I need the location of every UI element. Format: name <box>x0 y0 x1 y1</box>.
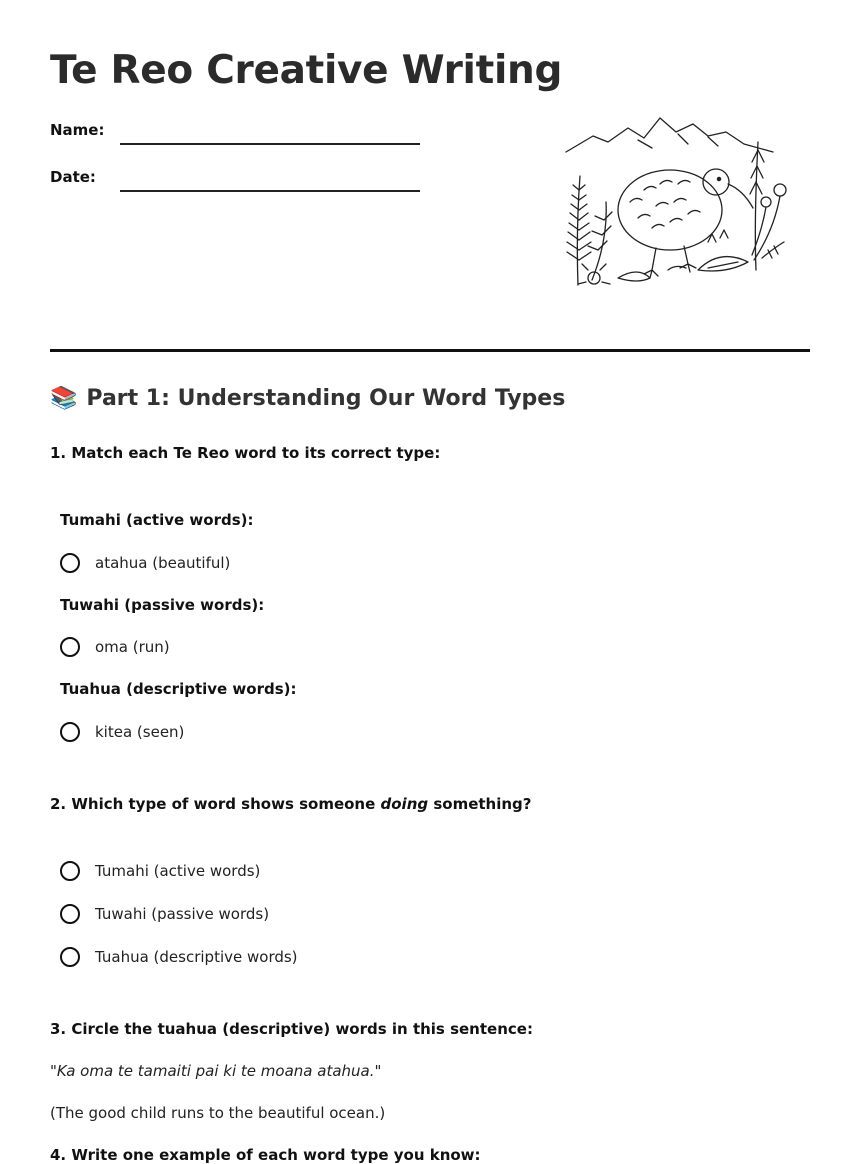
q3-sentence: "Ka oma te tamaiti pai ki te moana atahua." <box>50 1062 382 1080</box>
date-field[interactable] <box>120 190 420 192</box>
question-2 <box>50 795 532 813</box>
option-label: oma (run) <box>95 638 170 656</box>
q2-text-end: something? <box>428 795 532 813</box>
q1-option[interactable] <box>60 637 170 657</box>
option-label: kitea (seen) <box>95 723 185 741</box>
kiwi-bird-illustration <box>548 110 793 295</box>
radio-button[interactable] <box>60 722 80 742</box>
q2-option[interactable] <box>60 861 260 881</box>
option-label: Tumahi (active words) <box>95 862 261 880</box>
q2-option[interactable] <box>60 904 269 924</box>
date-label: Date: <box>50 168 96 186</box>
q2-option[interactable] <box>60 947 298 967</box>
name-field[interactable] <box>120 143 420 145</box>
q1-option[interactable] <box>60 553 230 573</box>
option-label: Tuahua (descriptive words) <box>95 948 298 966</box>
question-4: 4. Write one example of each word type you know: <box>50 1146 481 1164</box>
q2-emphasis: doing <box>380 795 429 813</box>
q1-option[interactable] <box>60 722 184 742</box>
question-1: 1. Match each Te Reo word to its correct type: <box>50 444 441 462</box>
option-label: Tuwahi (passive words) <box>95 905 270 923</box>
q2-text-start: 2. Which type of word shows someone <box>50 795 381 813</box>
radio-button[interactable] <box>60 904 80 924</box>
q1-group-label: Tumahi (active words): <box>60 511 254 529</box>
part1-title <box>50 386 565 411</box>
section-divider <box>50 349 810 352</box>
radio-button[interactable] <box>60 947 80 967</box>
q1-group-label: Tuwahi (passive words): <box>60 596 265 614</box>
name-label: Name: <box>50 121 105 139</box>
q3-translation: (The good child runs to the beautiful ocean.) <box>50 1104 386 1122</box>
radio-button[interactable] <box>60 637 80 657</box>
q1-group-label: Tuahua (descriptive words): <box>60 680 297 698</box>
books-icon: 📚 <box>50 386 78 411</box>
option-label: atahua (beautiful) <box>95 554 231 572</box>
radio-button[interactable] <box>60 553 80 573</box>
question-3: 3. Circle the tuahua (descriptive) words in this sentence: <box>50 1020 533 1038</box>
page-title: Te Reo Creative Writing <box>50 48 563 93</box>
radio-button[interactable] <box>60 861 80 881</box>
part1-title-text: Part 1: Understanding Our Word Types <box>86 386 566 411</box>
